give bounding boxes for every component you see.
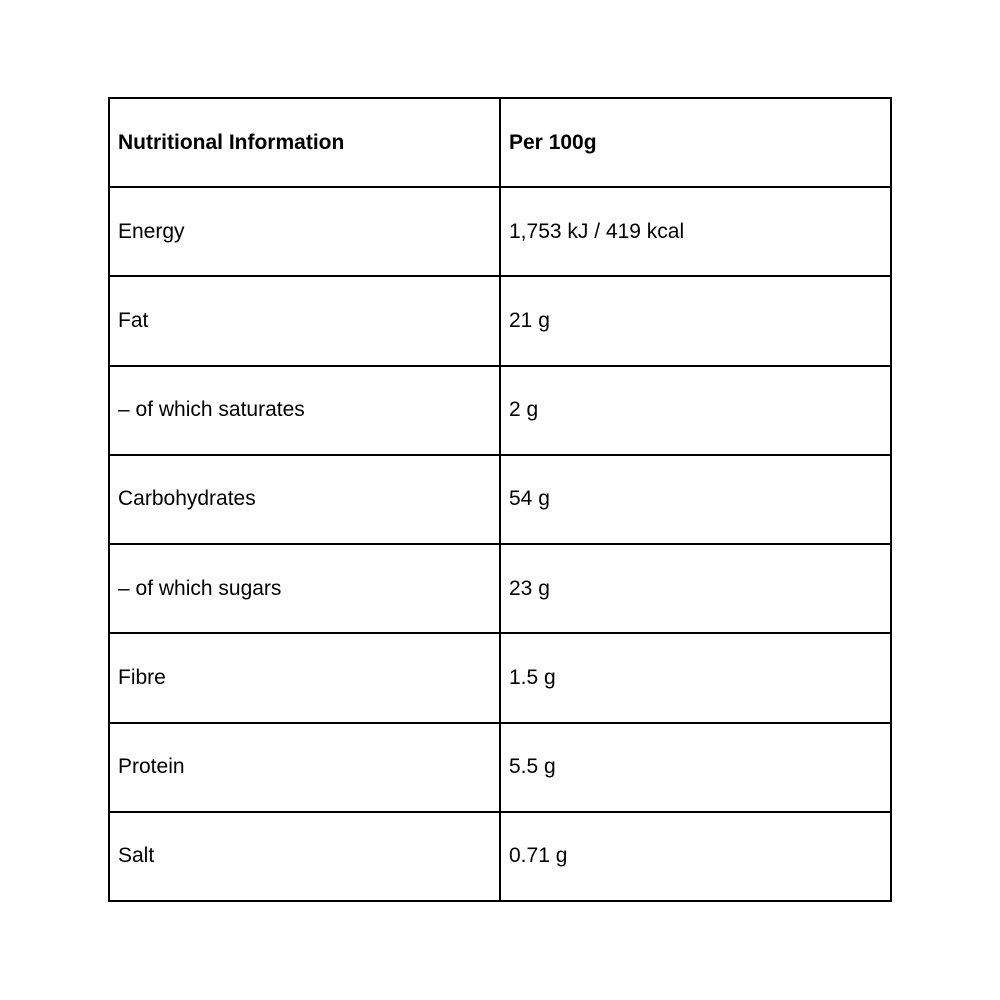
table-row (109, 455, 891, 544)
nutrition-table (108, 97, 892, 902)
table-row (109, 187, 891, 276)
row-value-energy: 1,753 kJ / 419 kcal (500, 187, 891, 276)
table-row (109, 633, 891, 722)
row-value-sugars: 23 g (500, 544, 891, 633)
row-value-carbohydrates: 54 g (500, 455, 891, 544)
row-label-sugars: – of which sugars (109, 544, 500, 633)
header-label: Nutritional Information (109, 98, 500, 187)
table-row (109, 812, 891, 901)
row-value-fat: 21 g (500, 276, 891, 365)
row-value-fibre: 1.5 g (500, 633, 891, 722)
row-value-protein: 5.5 g (500, 723, 891, 812)
table-header-row (109, 98, 891, 187)
row-label-fat: Fat (109, 276, 500, 365)
table-row (109, 276, 891, 365)
table-row (109, 723, 891, 812)
row-label-fibre: Fibre (109, 633, 500, 722)
table-row (109, 366, 891, 455)
row-label-energy: Energy (109, 187, 500, 276)
row-value-saturates: 2 g (500, 366, 891, 455)
row-label-salt: Salt (109, 812, 500, 901)
row-label-protein: Protein (109, 723, 500, 812)
row-label-saturates: – of which saturates (109, 366, 500, 455)
row-value-salt: 0.71 g (500, 812, 891, 901)
table-row (109, 544, 891, 633)
header-value: Per 100g (500, 98, 891, 187)
row-label-carbohydrates: Carbohydrates (109, 455, 500, 544)
